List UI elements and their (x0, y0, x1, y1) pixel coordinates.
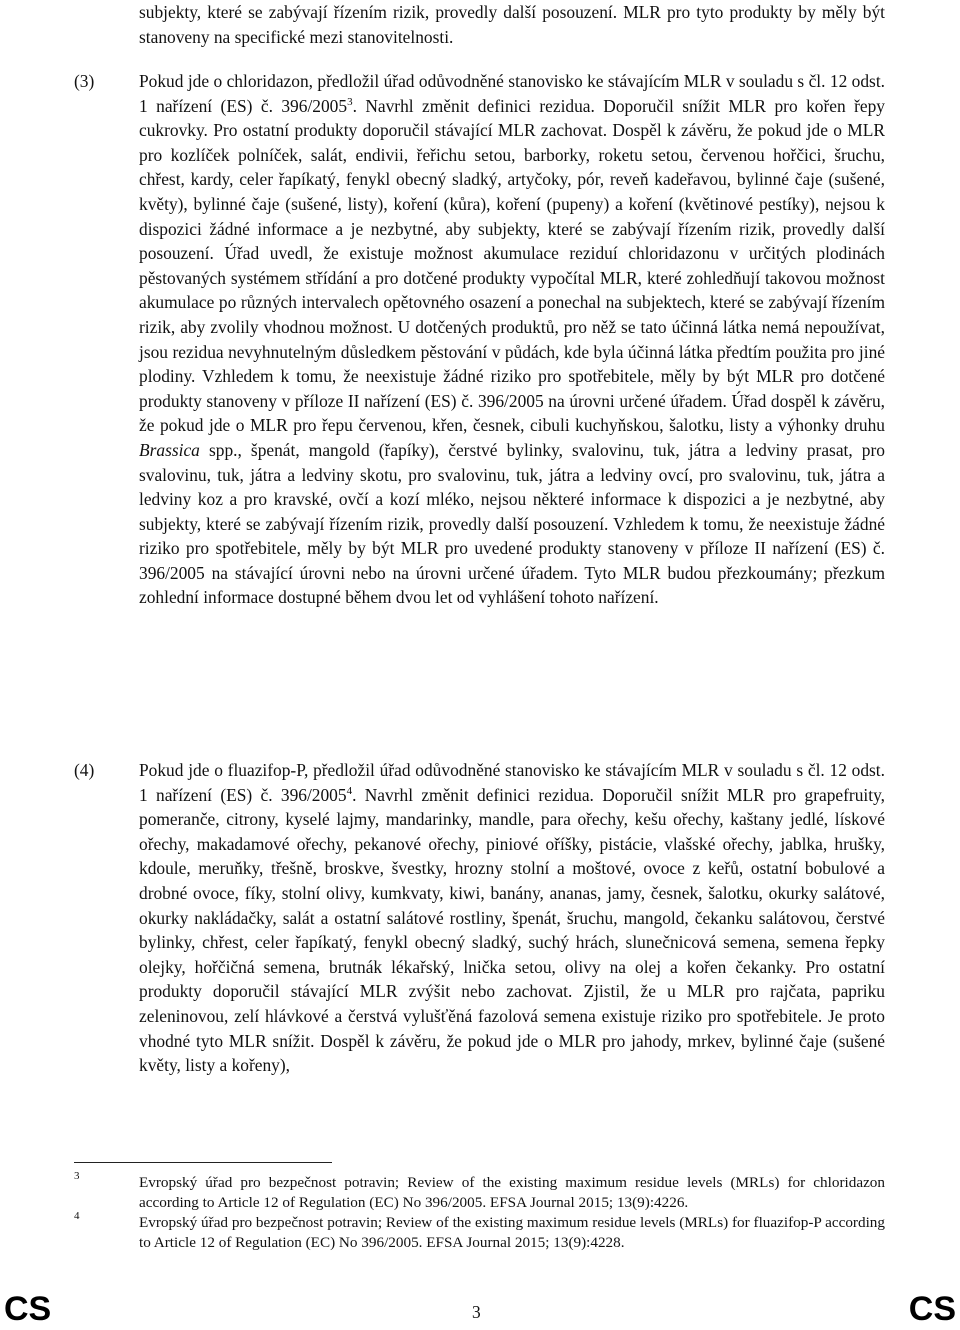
paragraph-text: . Navrhl změnit definici rezidua. Doporučil snížit MLR pro grapefruity, pomeranče, citrony, kyselé lajmy, mandarinky, mandle, para ořechy, kešu ořechy, kaštany jedlé, lískové ořechy, makadamové ořechy, pekanové ořechy, piniové oříšky, pistácie, vlašské ořechy, jablka, hrušky, kdoule, meruňky, třešně, broskve, švestky, hrozny stolní a moštové, ovoce z keřů, ostatní bobulové a drobné ovoce, fíky, stolní olivy, kumkvaty, kiwi, banány, ananas, jamy, česnek, šalotku, okurky salátové, okurky nakládačky, salát a ostatní salátové rostliny, špenát, šruchu, mangold, čekanku salátovou, čerstvé bylinky, chřest, celer řapíkatý, fenykl obecný sladký, suchý hrách, slunečnicová semena, semena řepky olejky, hořčičná semena, brutnák lékařský, lnička setou, olivy na olej a kořen čekanky. Pro ostatní produkty doporučil stávající MLR zvýšit nebo zachovat. Zjistil, že u MLR pro rajčata, papriku zeleninovou, zelí hlávkové a čerstvá vylušťěná fazolová semena existuje riziko pro spotřebitele. Je proto vhodné tyto MLR snížit. Dospěl k závěru, že pokud jde o MLR pro jahody, mrkev, bylinné čaje (sušené květy, listy a kořeny), (139, 784, 885, 1076)
footnote-ref-4[interactable]: 4 (346, 784, 353, 797)
paragraph-body (139, 758, 885, 1078)
italic-term: Brassica (139, 439, 200, 460)
paragraph-4 (74, 758, 885, 1078)
footnote-ref-3[interactable]: 3 (347, 95, 353, 108)
paragraph-text: Pokud jde o chloridazon, předložil úřad odůvodněné stanovisko ke stávajícím MLR v souladu s čl. 12 odst. 1 nařízení (ES) č. 396/2005 (139, 71, 885, 116)
paragraph-body (139, 69, 885, 610)
paragraph-text: . Navrhl změnit definici rezidua. Doporučil snížit MLR pro kořen řepy cukrovky. Pro ostatní produkty doporučil stávající MLR zachovat. Dospěl k závěru, že pokud jde o MLR pro kozlíček polníček, salát, endivii, řeřichu setou, barborky, roketu setou, červenou hořčici, šruchu, chřest, kardy, celer řapíkatý, fenykl obecný sladký, artyčoky, pór, reveň kadeřavou, bylinné čaje (sušené, květy), bylinné čaje (sušené, listy), koření (kůra), koření (pupeny) a koření (květinové pestíky), nejsou k dispozici žádné informace a je nezbytné, aby subjekty, které se zabývají řízením rizik, provedly další posouzení. Úřad uvedl, že existuje možnost akumulace reziduí chloridazonu v určitých plodinách pěstovaných systémem střídání a pro dotčené produkty vypočítal MLR, které zohledňují takovou možnost akumulace po různých intervalech opětovného osazení a ponechal na subjektech, které se zabývají řízením rizik, aby zvolily vhodnou možnost. U dotčených produktů, pro něž se tato účinná látka nemá nepoužívat, jsou rezidua nevyhnutelným důsledkem pěstování v půdách, kde byla účinná látka předtím použita pro jiné plodiny. Vzhledem k tomu, že neexistuje žádné riziko pro spotřebitele, měly by být MLR pro dotčené produkty stanoveny v příloze II nařízení (ES) č. 396/2005 na úrovni určené úřadem. Úřad dospěl k závěru, že pokud jde o MLR pro řepu červenou, křen, česnek, cibuli kuchyňskou, šalotku, listy a výhonky druhu (139, 95, 885, 436)
footnote-separator (74, 1162, 332, 1163)
page-number: 3 (472, 1302, 481, 1322)
footnote-4 (74, 1210, 885, 1253)
paragraph-number: (4) (74, 760, 95, 780)
paragraph-number: (3) (74, 71, 95, 91)
footnote-number: 4 (74, 1210, 80, 1222)
footnote-text: Evropský úřad pro bezpečnost potravin; Review of the existing maximum residue levels (MRLs) for chloridazon according to Article 12 of Regulation (EC) No 396/2005. EFSA Journal 2015; 13(9):4226. (139, 1174, 885, 1211)
language-code-right: CS (908, 1290, 956, 1328)
language-code-left: CS (4, 1290, 52, 1328)
continuation-paragraph: subjekty, které se zabývají řízením rizik, provedly další posouzení. MLR pro tyto produkty by měly být stanoveny na specifické mezi stanovitelnosti. (139, 2, 885, 47)
paragraph-text: spp., špenát, mangold (řapíky), čerstvé bylinky, svalovinu, tuk, játra a ledviny prasat, pro svalovinu, tuk, játra a ledviny skotu, pro svalovinu, tuk, játra a ledviny ovcí, pro svalovinu, tuk, játra a ledviny koz a pro kravské, ovčí a kozí mléko, nejsou některé informace k dispozici a je nezbytné, aby subjekty, které se zabývají řízením rizik, provedly další posouzení. Vzhledem k tomu, že neexistuje žádné riziko pro spotřebitele, měly by být MLR pro uvedené produkty stanoveny v příloze II nařízení (ES) č. 396/2005 na stávající úrovni nebo na úrovni určené úřadem. Tyto MLR budou přezkoumány; přezkum zohlední informace dostupné během dvou let od vyhlášení tohoto nařízení. (139, 439, 885, 608)
footnote-text: Evropský úřad pro bezpečnost potravin; Review of the existing maximum residue levels (MRLs) for fluazifop-P according to Article 12 of Regulation (EC) No 396/2005. EFSA Journal 2015; 13(9):4228. (139, 1214, 885, 1251)
paragraph-text: Pokud jde o fluazifop-P, předložil úřad odůvodněné stanovisko ke stávajícím MLR v souladu s čl. 12 odst. 1 nařízení (ES) č. 396/2005 (139, 760, 885, 805)
paragraph-3 (74, 69, 885, 610)
footnote-3 (74, 1170, 885, 1213)
footnote-number: 3 (74, 1170, 80, 1182)
